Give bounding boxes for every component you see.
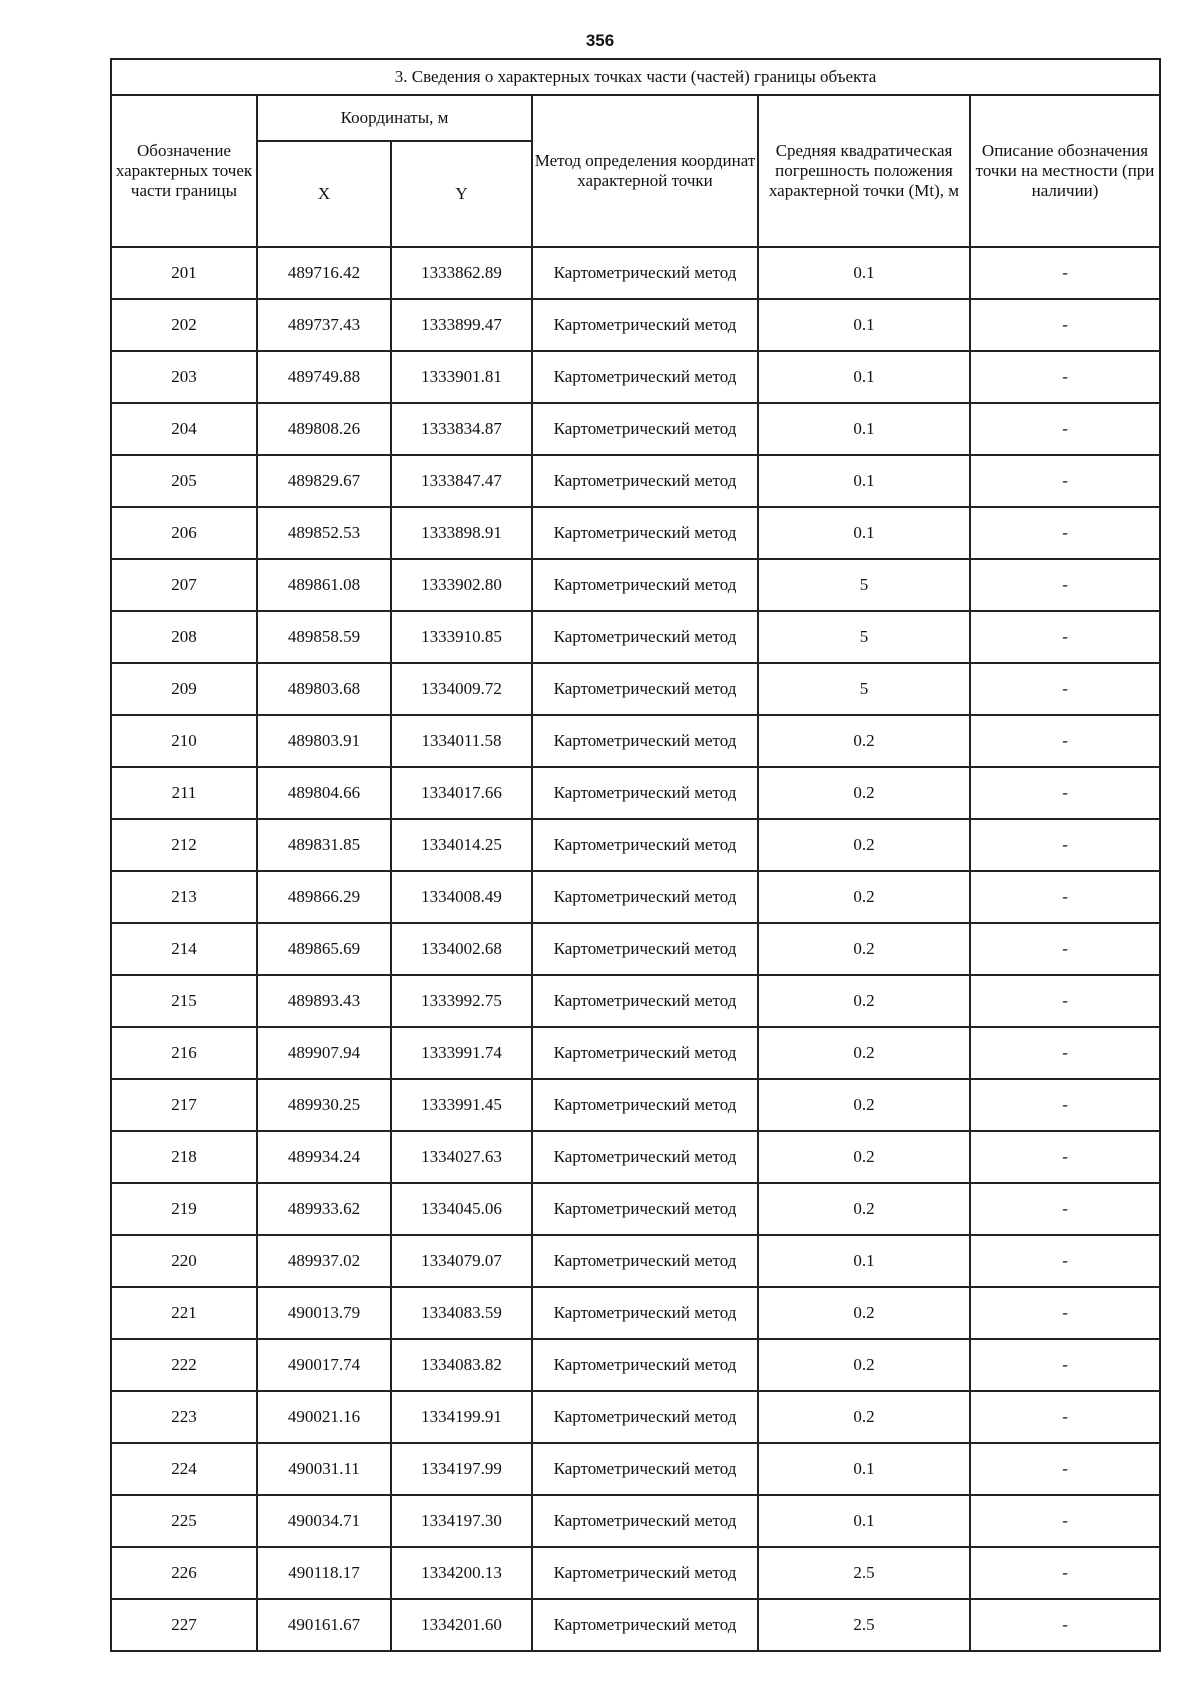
table-row [111,1079,1160,1131]
method-cell [532,1547,758,1599]
table-row [111,1339,1160,1391]
point-id-cell: 226 [111,1547,257,1599]
method-cell [532,663,758,715]
table-row [111,455,1160,507]
point-id-cell: 213 [111,871,257,923]
x-coordinate-cell: 489831.85 [257,819,391,871]
point-id-cell: 202 [111,299,257,351]
x-coordinate-cell: 489852.53 [257,507,391,559]
method-cell [532,871,758,923]
y-coordinate-cell: 1334008.49 [391,871,532,923]
point-id-cell: 203 [111,351,257,403]
description-cell: - [970,1547,1160,1599]
method-cell [532,1599,758,1651]
method-text: Картометрический метод [553,1199,737,1218]
point-id-cell: 225 [111,1495,257,1547]
y-coordinate-cell: 1334017.66 [391,767,532,819]
method-text: Картометрический метод [553,1303,737,1322]
x-coordinate-cell: 490021.16 [257,1391,391,1443]
mt-error-cell: 2.5 [758,1547,970,1599]
header-error: Средняя квадратическая погрешность положения характерной точки (Mt), м [758,95,970,247]
y-coordinate-cell: 1334014.25 [391,819,532,871]
table-row [111,923,1160,975]
method-text: Картометрический метод [553,1251,737,1270]
header-point-designation: Обозначение характерных точек части границы [111,95,257,247]
method-cell [532,767,758,819]
method-cell [532,1079,758,1131]
method-cell [532,403,758,455]
point-id-cell: 211 [111,767,257,819]
description-cell: - [970,1131,1160,1183]
method-text: Картометрический метод [553,315,737,334]
method-text: Картометрический метод [553,835,737,854]
x-coordinate-cell: 489803.91 [257,715,391,767]
method-cell [532,299,758,351]
table-row [111,1599,1160,1651]
table-row [111,1391,1160,1443]
mt-error-cell: 5 [758,559,970,611]
method-cell [532,351,758,403]
description-cell: - [970,351,1160,403]
y-coordinate-cell: 1334083.59 [391,1287,532,1339]
method-text: Картометрический метод [553,575,737,594]
table-row [111,403,1160,455]
y-coordinate-cell: 1334201.60 [391,1599,532,1651]
method-text: Картометрический метод [553,419,737,438]
description-cell: - [970,507,1160,559]
y-coordinate-cell: 1334027.63 [391,1131,532,1183]
method-cell [532,455,758,507]
point-id-cell: 227 [111,1599,257,1651]
point-id-cell: 221 [111,1287,257,1339]
table-row [111,611,1160,663]
mt-error-cell: 0.1 [758,1235,970,1287]
description-cell: - [970,611,1160,663]
method-text: Картометрический метод [553,471,737,490]
x-coordinate-cell: 489803.68 [257,663,391,715]
y-coordinate-cell: 1333991.74 [391,1027,532,1079]
method-cell [532,923,758,975]
x-coordinate-cell: 489716.42 [257,247,391,299]
table-row [111,1131,1160,1183]
mt-error-cell: 0.2 [758,1391,970,1443]
header-method: Метод определения координат характерной точки [532,95,758,247]
x-coordinate-cell: 489937.02 [257,1235,391,1287]
method-text: Картометрический метод [553,367,737,386]
x-coordinate-cell: 489861.08 [257,559,391,611]
x-coordinate-cell: 490034.71 [257,1495,391,1547]
description-cell: - [970,1235,1160,1287]
description-cell: - [970,1079,1160,1131]
description-cell: - [970,1183,1160,1235]
x-coordinate-cell: 489749.88 [257,351,391,403]
y-coordinate-cell: 1333992.75 [391,975,532,1027]
header-y: Y [391,141,532,247]
table-row [111,871,1160,923]
point-id-cell: 222 [111,1339,257,1391]
method-cell [532,1287,758,1339]
y-coordinate-cell: 1334011.58 [391,715,532,767]
method-cell [532,1339,758,1391]
table-row [111,1287,1160,1339]
method-text: Картометрический метод [553,1095,737,1114]
method-text: Картометрический метод [553,731,737,750]
table-row [111,975,1160,1027]
mt-error-cell: 0.2 [758,767,970,819]
mt-error-cell: 0.1 [758,299,970,351]
y-coordinate-cell: 1334079.07 [391,1235,532,1287]
method-text: Картометрический метод [553,1407,737,1426]
method-cell [532,819,758,871]
point-id-cell: 207 [111,559,257,611]
description-cell: - [970,923,1160,975]
y-coordinate-cell: 1333898.91 [391,507,532,559]
y-coordinate-cell: 1334083.82 [391,1339,532,1391]
point-id-cell: 215 [111,975,257,1027]
table-body [111,247,1160,1651]
description-cell: - [970,1391,1160,1443]
table-row [111,247,1160,299]
point-id-cell: 210 [111,715,257,767]
mt-error-cell: 2.5 [758,1599,970,1651]
mt-error-cell: 0.2 [758,1339,970,1391]
x-coordinate-cell: 489804.66 [257,767,391,819]
method-text: Картометрический метод [553,1563,737,1582]
method-text: Картометрический метод [553,939,737,958]
x-coordinate-cell: 490161.67 [257,1599,391,1651]
y-coordinate-cell: 1334009.72 [391,663,532,715]
method-text: Картометрический метод [553,1147,737,1166]
table-row [111,1547,1160,1599]
mt-error-cell: 0.2 [758,1287,970,1339]
mt-error-cell: 0.1 [758,1495,970,1547]
x-coordinate-cell: 489829.67 [257,455,391,507]
y-coordinate-cell: 1333847.47 [391,455,532,507]
y-coordinate-cell: 1333834.87 [391,403,532,455]
point-id-cell: 201 [111,247,257,299]
table-row [111,351,1160,403]
x-coordinate-cell: 490013.79 [257,1287,391,1339]
x-coordinate-cell: 489866.29 [257,871,391,923]
header-coordinates: Координаты, м [257,95,532,141]
x-coordinate-cell: 490118.17 [257,1547,391,1599]
description-cell: - [970,819,1160,871]
method-text: Картометрический метод [553,1043,737,1062]
point-id-cell: 212 [111,819,257,871]
mt-error-cell: 0.2 [758,1183,970,1235]
table-row [111,1495,1160,1547]
method-text: Картометрический метод [553,1615,737,1634]
method-text: Картометрический метод [553,1459,737,1478]
method-text: Картометрический метод [553,1355,737,1374]
mt-error-cell: 0.2 [758,923,970,975]
description-cell: - [970,1287,1160,1339]
table-row [111,507,1160,559]
description-cell: - [970,663,1160,715]
mt-error-cell: 5 [758,611,970,663]
method-cell [532,1131,758,1183]
table-row [111,1443,1160,1495]
y-coordinate-cell: 1333899.47 [391,299,532,351]
method-text: Картометрический метод [553,991,737,1010]
description-cell: - [970,1443,1160,1495]
y-coordinate-cell: 1334197.30 [391,1495,532,1547]
point-id-cell: 218 [111,1131,257,1183]
point-id-cell: 223 [111,1391,257,1443]
section-title: 3. Сведения о характерных точках части (частей) границы объекта [111,59,1160,95]
method-cell [532,1391,758,1443]
mt-error-cell: 0.2 [758,1079,970,1131]
x-coordinate-cell: 490031.11 [257,1443,391,1495]
description-cell: - [970,767,1160,819]
y-coordinate-cell: 1333862.89 [391,247,532,299]
method-text: Картометрический метод [553,1511,737,1530]
mt-error-cell: 0.2 [758,819,970,871]
x-coordinate-cell: 489808.26 [257,403,391,455]
header-description: Описание обозначения точки на местности (при наличии) [970,95,1160,247]
point-id-cell: 214 [111,923,257,975]
method-text: Картометрический метод [553,887,737,906]
description-cell: - [970,455,1160,507]
point-id-cell: 209 [111,663,257,715]
method-cell [532,975,758,1027]
table-row [111,1027,1160,1079]
x-coordinate-cell: 489858.59 [257,611,391,663]
description-cell: - [970,403,1160,455]
mt-error-cell: 0.2 [758,715,970,767]
method-cell [532,507,758,559]
description-cell: - [970,1495,1160,1547]
method-text: Картометрический метод [553,263,737,282]
method-text: Картометрический метод [553,523,737,542]
description-cell: - [970,1027,1160,1079]
mt-error-cell: 0.1 [758,1443,970,1495]
y-coordinate-cell: 1334002.68 [391,923,532,975]
y-coordinate-cell: 1333902.80 [391,559,532,611]
point-id-cell: 206 [111,507,257,559]
point-id-cell: 217 [111,1079,257,1131]
y-coordinate-cell: 1334197.99 [391,1443,532,1495]
x-coordinate-cell: 489893.43 [257,975,391,1027]
method-text: Картометрический метод [553,783,737,802]
x-coordinate-cell: 489934.24 [257,1131,391,1183]
x-coordinate-cell: 489933.62 [257,1183,391,1235]
x-coordinate-cell: 489907.94 [257,1027,391,1079]
point-id-cell: 220 [111,1235,257,1287]
mt-error-cell: 0.1 [758,351,970,403]
mt-error-cell: 5 [758,663,970,715]
header-x: X [257,141,391,247]
point-id-cell: 216 [111,1027,257,1079]
method-cell [532,1235,758,1287]
method-cell [532,1443,758,1495]
point-id-cell: 224 [111,1443,257,1495]
y-coordinate-cell: 1334200.13 [391,1547,532,1599]
mt-error-cell: 0.1 [758,403,970,455]
method-cell [532,247,758,299]
method-cell [532,611,758,663]
y-coordinate-cell: 1334199.91 [391,1391,532,1443]
table-row [111,1183,1160,1235]
table-row [111,715,1160,767]
description-cell: - [970,559,1160,611]
method-text: Картометрический метод [553,679,737,698]
mt-error-cell: 0.2 [758,1027,970,1079]
description-cell: - [970,715,1160,767]
method-cell [532,715,758,767]
page-number: 356 [585,31,615,50]
y-coordinate-cell: 1334045.06 [391,1183,532,1235]
point-id-cell: 208 [111,611,257,663]
method-cell [532,1495,758,1547]
description-cell: - [970,975,1160,1027]
table-row [111,819,1160,871]
description-cell: - [970,299,1160,351]
characteristic-points-table [110,58,1161,1652]
y-coordinate-cell: 1333901.81 [391,351,532,403]
description-cell: - [970,1599,1160,1651]
x-coordinate-cell: 489930.25 [257,1079,391,1131]
method-cell [532,1183,758,1235]
table-row [111,767,1160,819]
y-coordinate-cell: 1333910.85 [391,611,532,663]
method-text: Картометрический метод [553,627,737,646]
table-row [111,1235,1160,1287]
method-cell [532,559,758,611]
mt-error-cell: 0.1 [758,455,970,507]
mt-error-cell: 0.1 [758,507,970,559]
method-cell [532,1027,758,1079]
description-cell: - [970,1339,1160,1391]
table-row [111,299,1160,351]
point-id-cell: 204 [111,403,257,455]
mt-error-cell: 0.2 [758,975,970,1027]
x-coordinate-cell: 489865.69 [257,923,391,975]
mt-error-cell: 0.2 [758,1131,970,1183]
y-coordinate-cell: 1333991.45 [391,1079,532,1131]
mt-error-cell: 0.2 [758,871,970,923]
table-row [111,559,1160,611]
table-row [111,663,1160,715]
description-cell: - [970,871,1160,923]
mt-error-cell: 0.1 [758,247,970,299]
point-id-cell: 205 [111,455,257,507]
description-cell: - [970,247,1160,299]
x-coordinate-cell: 490017.74 [257,1339,391,1391]
x-coordinate-cell: 489737.43 [257,299,391,351]
point-id-cell: 219 [111,1183,257,1235]
